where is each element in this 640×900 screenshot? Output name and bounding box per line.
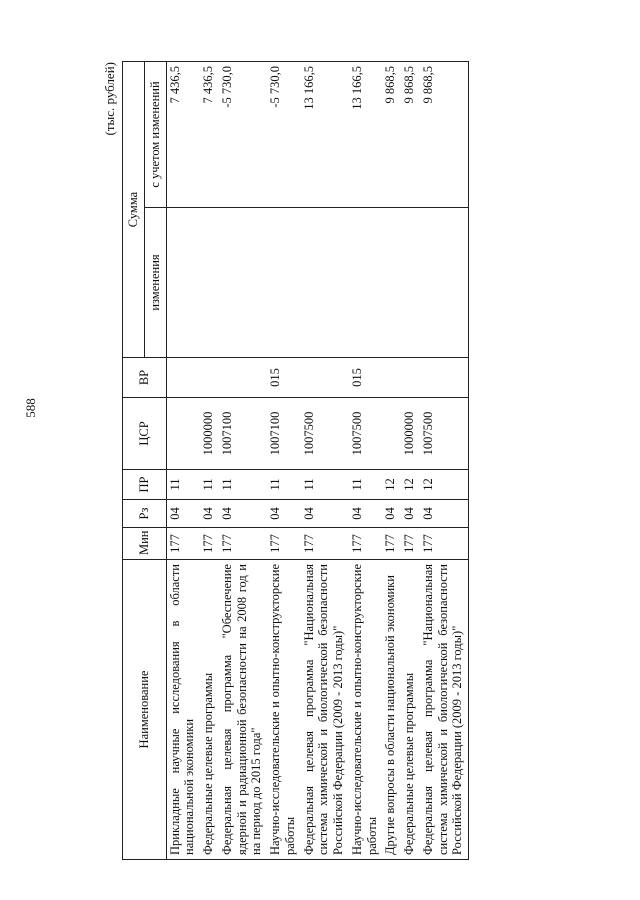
row-vr: 015 — [267, 358, 301, 398]
row-vr — [301, 358, 349, 398]
row-vr — [401, 358, 420, 398]
row-rz: 04 — [200, 500, 219, 528]
row-changes — [219, 208, 267, 358]
budget-table — [122, 61, 469, 860]
row-changes — [401, 208, 420, 358]
row-name: Прикладные научные исследования в области национальной экономики — [166, 560, 200, 860]
row-name: Федеральные целевые программы — [200, 560, 219, 860]
row-name: Федеральная целевая программа "Национальная система химической и биологической безопасности Российской Федерации (2009 - 2013 годы)" — [420, 560, 469, 860]
table-row — [200, 62, 219, 860]
row-name: Федеральные целевые программы — [401, 560, 420, 860]
header-pr: ПР — [123, 470, 167, 500]
row-with-changes: -5 730,0 — [267, 62, 301, 208]
row-pr: 11 — [301, 470, 349, 500]
row-pr: 11 — [219, 470, 267, 500]
table-row — [267, 62, 301, 860]
row-name: Научно-исследовательские и опытно-конструкторские работы — [349, 560, 383, 860]
row-pr: 11 — [267, 470, 301, 500]
table-row — [382, 62, 401, 860]
row-csr: 1007100 — [219, 398, 267, 470]
row-min: 177 — [219, 528, 267, 560]
row-vr — [420, 358, 469, 398]
header-min: Мин — [123, 528, 167, 560]
row-rz: 04 — [219, 500, 267, 528]
row-csr: 1007100 — [267, 398, 301, 470]
row-rz: 04 — [166, 500, 200, 528]
header-vr: ВР — [123, 358, 167, 398]
table-header — [123, 62, 167, 860]
row-pr: 11 — [200, 470, 219, 500]
row-csr: 1000000 — [401, 398, 420, 470]
row-with-changes: 7 436,5 — [166, 62, 200, 208]
table-row — [401, 62, 420, 860]
row-min: 177 — [166, 528, 200, 560]
row-csr: 1000000 — [200, 398, 219, 470]
row-rz: 04 — [301, 500, 349, 528]
table-row — [349, 62, 383, 860]
row-changes — [267, 208, 301, 358]
row-changes — [420, 208, 469, 358]
table-row — [219, 62, 267, 860]
row-min: 177 — [200, 528, 219, 560]
row-name: Федеральная целевая программа "Обеспечение ядерной и радиационной безопасности на 2008 год и на период до 2015 года" — [219, 560, 267, 860]
table-row — [301, 62, 349, 860]
row-with-changes: 7 436,5 — [200, 62, 219, 208]
header-rz: Рз — [123, 500, 167, 528]
row-csr — [166, 398, 200, 470]
row-with-changes: 13 166,5 — [301, 62, 349, 208]
row-with-changes: 9 868,5 — [382, 62, 401, 208]
row-vr — [166, 358, 200, 398]
row-min: 177 — [401, 528, 420, 560]
header-sum: Сумма — [123, 62, 145, 358]
header-name: Наименование — [123, 560, 167, 860]
row-min: 177 — [349, 528, 383, 560]
row-vr — [382, 358, 401, 398]
row-pr: 11 — [349, 470, 383, 500]
row-vr: 015 — [349, 358, 383, 398]
table-body — [166, 62, 469, 860]
row-name: Федеральная целевая программа "Национальная система химической и биологической безопасности Российской Федерации (2009 - 2013 годы)" — [301, 560, 349, 860]
row-changes — [166, 208, 200, 358]
row-changes — [200, 208, 219, 358]
page-number: 588 — [23, 398, 38, 418]
row-pr: 11 — [166, 470, 200, 500]
row-vr — [200, 358, 219, 398]
row-with-changes: 9 868,5 — [401, 62, 420, 208]
row-rz: 04 — [382, 500, 401, 528]
row-changes — [349, 208, 383, 358]
row-changes — [382, 208, 401, 358]
row-csr — [382, 398, 401, 470]
rotated-page — [82, 52, 582, 872]
table-row — [420, 62, 469, 860]
row-csr: 1007500 — [349, 398, 383, 470]
row-with-changes: 13 166,5 — [349, 62, 383, 208]
row-pr: 12 — [401, 470, 420, 500]
row-with-changes: -5 730,0 — [219, 62, 267, 208]
units-label: (тыс. рублей) — [102, 62, 117, 136]
header-with-changes: с учетом изменений — [144, 62, 166, 208]
row-name: Другие вопросы в области национальной экономики — [382, 560, 401, 860]
row-min: 177 — [420, 528, 469, 560]
row-pr: 12 — [382, 470, 401, 500]
header-csr: ЦСР — [123, 398, 167, 470]
row-min: 177 — [267, 528, 301, 560]
row-min: 177 — [382, 528, 401, 560]
row-with-changes: 9 868,5 — [420, 62, 469, 208]
row-pr: 12 — [420, 470, 469, 500]
row-changes — [301, 208, 349, 358]
table-row — [166, 62, 200, 860]
row-rz: 04 — [267, 500, 301, 528]
row-vr — [219, 358, 267, 398]
row-rz: 04 — [349, 500, 383, 528]
row-csr: 1007500 — [301, 398, 349, 470]
row-name: Научно-исследовательские и опытно-конструкторские работы — [267, 560, 301, 860]
row-csr: 1007500 — [420, 398, 469, 470]
row-rz: 04 — [401, 500, 420, 528]
row-rz: 04 — [420, 500, 469, 528]
row-min: 177 — [301, 528, 349, 560]
header-changes: изменения — [144, 208, 166, 358]
